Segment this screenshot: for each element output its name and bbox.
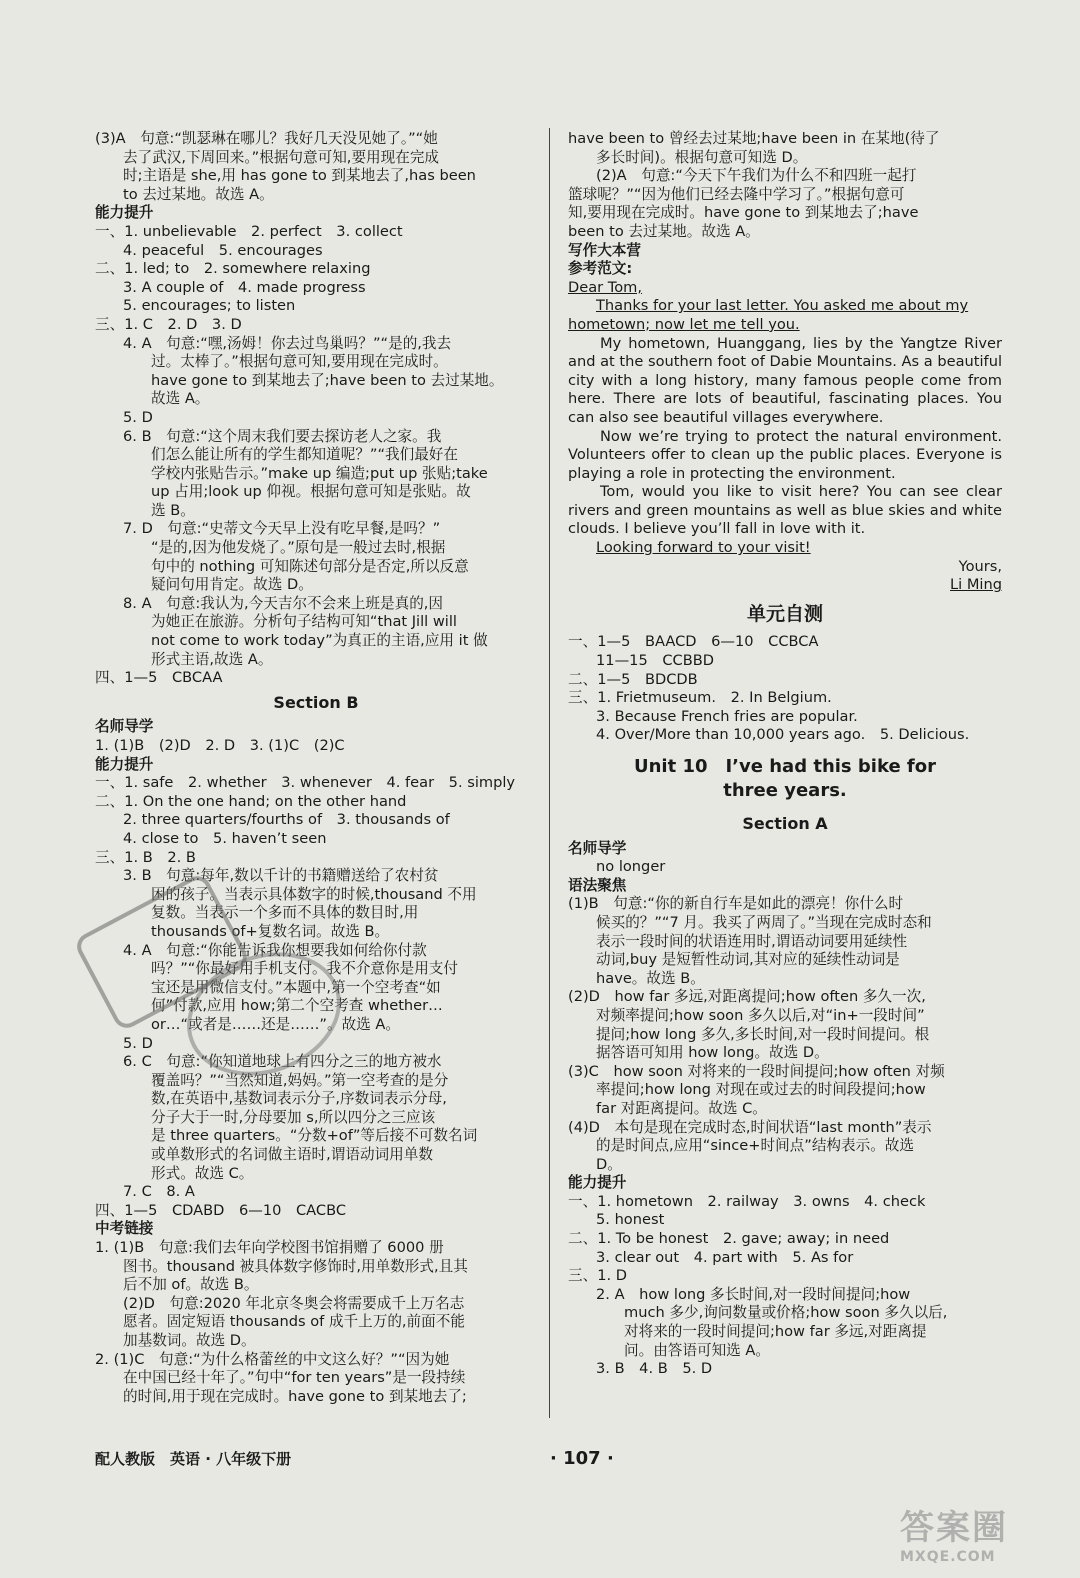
text-line: to 去过某地。故选 A。 [123, 185, 274, 203]
text-line: 学校内张贴告示。”make up 编造;put up 张贴;take [151, 464, 488, 482]
text-line: 动词,buy 是短暂性动词,其对应的延续性动词是 [596, 951, 900, 969]
text-line: 过。太棒了。”根据句意可知,要用现在完成时。 [151, 353, 448, 371]
text-line: 是 three quarters。“分数+of”等后接不可数名词 [151, 1127, 478, 1145]
text-line: much 多少,询问数量或价格;how soon 多久以后, [624, 1304, 948, 1322]
text-line: have。故选 B。 [596, 969, 705, 987]
text-line: 三、1. D [568, 1267, 627, 1285]
text-line: 率提问;how long 对现在或过去的时间段提问;how [596, 1081, 926, 1099]
text-line: 2. A how long 多长时间,对一段时间提问;how [596, 1285, 911, 1303]
text-line: 3. B 句意:每年,数以千计的书籍赠送给了农村贫 [123, 867, 439, 885]
text-line: been to 去过某地。故选 A。 [568, 222, 760, 240]
text-line: not come to work today”为真正的主语,应用 it 做 [151, 632, 488, 650]
text-line: thousands of+复数名词。故选 B。 [151, 922, 390, 940]
section-b-title: Section B [273, 692, 359, 712]
letter-paragraph: My hometown, Huanggang, lies by the Yangtze River and at the southern foot of Dabie Mountains. As a beautiful city with a long history, many famous people come from here. There are lots of beautiful, fascinating places. You can also see beautiful villages everywhere. [568, 334, 1002, 426]
text-line: 1. (1)B (2)D 2. D 3. (1)C (2)C [95, 737, 345, 754]
text-line: 数,在英语中,基数词表示分子,序数词表示分母, [151, 1090, 447, 1108]
text-line: 据答语可知用 how long。故选 D。 [596, 1044, 829, 1062]
text-line: 图书。thousand 被具体数字修饰时,用单数形式,且其 [123, 1257, 468, 1275]
text-line: 在中国已经十年了。”句中“for ten years”是一段持续 [123, 1369, 466, 1387]
text-line: 3. A couple of 4. made progress [123, 278, 366, 296]
text-line: 二、1. To be honest 2. gave; away; in need [568, 1230, 890, 1248]
column-divider [549, 128, 550, 1418]
section-heading: 能力提升 [568, 1174, 627, 1192]
section-heading: 中考链接 [95, 1220, 154, 1238]
edition-label: 配人教版 英语 · 八年级下册 [95, 1450, 292, 1468]
text-line: 或单数形式的名词做主语时,谓语动词用单数 [151, 1146, 433, 1164]
text-line: (1)B 句意:“你的新自行车是如此的漂亮！你什么时 [568, 895, 904, 913]
page-number: · 107 · [550, 1448, 614, 1469]
watermark-logo [900, 1500, 1060, 1570]
text-line: up 占用;look up 仰视。根据句意可知是张贴。故 [151, 483, 471, 501]
unit-test-title: 单元自测 [746, 602, 823, 625]
text-line: 的是时间点,应用“since+时间点”结构表示。故选 [596, 1137, 914, 1155]
text-line: 候买的？”“7 月。我买了两周了。”当现在完成时态和 [596, 913, 932, 931]
text-line: 11—15 CCBBD [596, 652, 714, 670]
text-line: 7. D 句意:“史蒂文今天早上没有吃早餐,是吗？” [123, 520, 441, 538]
text-line: 选 B。 [151, 501, 195, 519]
text-line: (3)C how soon 对将来的一段时间提问;how often 对频 [568, 1062, 945, 1080]
text-line: far 对距离提问。故选 C。 [596, 1099, 767, 1117]
text-line: 愿者。固定短语 thousands of 成千上万的,前面不能 [123, 1313, 465, 1331]
text-line: 表示一段时间的状语连用时,谓语动词要用延续性 [596, 932, 908, 950]
text-line: 4. close to 5. haven’t seen [123, 829, 327, 847]
letter-line: Thanks for your last letter. You asked me about my [596, 297, 969, 315]
text-line: 问。由答语可知选 A。 [624, 1341, 770, 1359]
text-line: 4. Over/More than 10,000 years ago. 5. Delicious. [596, 726, 970, 744]
text-line: 三、1. C 2. D 3. D [95, 315, 242, 333]
text-line: or…“或者是……还是……”。故选 A。 [151, 1015, 400, 1033]
section-heading: 写作大本营 [568, 241, 641, 259]
text-line: 三、1. Frietmuseum. 2. In Belgium. [568, 689, 832, 707]
watermark-text: 答案圈 [900, 1508, 1008, 1548]
text-line: 5. D [123, 408, 153, 426]
text-line: 分子大于一时,分母要加 s,所以四分之三应该 [151, 1108, 436, 1126]
text-line: 1. (1)B 句意:我们去年向学校图书馆捐赠了 6000 册 [95, 1239, 444, 1257]
text-line: 知,要用现在完成时。have gone to 到某地去了;have [568, 204, 919, 222]
text-line: 故选 A。 [151, 390, 210, 408]
text-line: no longer [596, 858, 666, 876]
text-line: 宝还是用微信支付。”本题中,第一个空考查“如 [151, 978, 441, 996]
text-line: 5. D [123, 1034, 153, 1052]
text-line: 3. clear out 4. part with 5. As for [596, 1248, 854, 1266]
text-line: 4. A 句意:“你能告诉我你想要我如何给你付款 [123, 941, 427, 959]
text-line: 四、1—5 CDABD 6—10 CACBC [95, 1201, 347, 1219]
text-line: 为她正在旅游。分析句子结构可知“that Jill will [151, 613, 457, 631]
watermark-url: MXQE.COM [900, 1549, 996, 1565]
text-line: have been to 曾经去过某地;have been in 在某地(待了 [568, 130, 940, 147]
text-line: 四、1—5 CBCAA [95, 669, 223, 687]
section-heading: 语法聚焦 [568, 876, 627, 894]
text-line: 提问;how long 多久,多长时间,对一段时间提问。根 [596, 1025, 930, 1043]
text-line: 一、1—5 BAACD 6—10 CCBCA [568, 633, 819, 651]
text-line: 一、1. hometown 2. railway 3. owns 4. check [568, 1192, 926, 1210]
section-heading: 参考范文: [568, 260, 633, 278]
text-line: 一、1. safe 2. whether 3. whenever 4. fear 5. simply [95, 774, 516, 792]
text-line: 困的孩子。当表示具体数字的时候,thousand 不用 [151, 885, 477, 903]
text-line: 吗？”“你最好用手机支付。我不介意你是用支付 [151, 960, 458, 978]
unit-10-title [568, 755, 1002, 803]
letter-signature: Li Ming [950, 576, 1002, 594]
text-line: “是的,因为他发烧了。”原句是一般过去时,根据 [151, 539, 446, 557]
letter-paragraph: Tom, would you like to visit here? You can see clear rivers and green mountains as well as blue skies and white clouds. I believe you’ll fall in love with it. [568, 483, 1002, 538]
text-line: 6. C 句意:“你知道地球上有四分之三的地方被水 [123, 1053, 442, 1071]
text-line: 多长时间)。根据句意可知选 D。 [596, 148, 808, 166]
text-line: 时;主语是 she,用 has gone to 到某地去了,has been [123, 167, 476, 185]
text-line: 的时间,用于现在完成时。have gone to 到某地去了; [123, 1387, 467, 1405]
text-line: D。 [596, 1155, 622, 1173]
text-line: 后不加 of。故选 B。 [123, 1276, 259, 1294]
section-heading: 能力提升 [95, 755, 154, 773]
text-line: 对频率提问;how soon 多久以后,对“in+一段时间” [596, 1006, 925, 1024]
text-line: 4. peaceful 5. encourages [123, 241, 323, 259]
text-line: 5. honest [596, 1211, 665, 1229]
text-line: 加基数词。故选 D。 [123, 1332, 256, 1349]
text-line: 覆盖吗？”“当然知道,妈妈。”第一空考查的是分 [151, 1071, 449, 1089]
letter-closing: Looking forward to your visit! [596, 539, 811, 557]
text-line: 三、1. B 2. B [95, 848, 196, 866]
text-line: (2)D 句意:2020 年北京冬奥会将需要成千上万名志 [123, 1294, 465, 1312]
text-line: 8. A 句意:我认为,今天吉尔不会来上班是真的,因 [123, 594, 444, 612]
section-a-title: Section A [742, 814, 828, 833]
text-line: 2. three quarters/fourths of 3. thousands of [123, 811, 450, 829]
section-heading: 能力提升 [95, 204, 154, 222]
text-line: 二、1—5 BDCDB [568, 670, 698, 688]
text-line: 何”付款,应用 how;第二个空考查 whether… [151, 997, 443, 1015]
text-line: 一、1. unbelievable 2. perfect 3. collect [95, 222, 403, 240]
text-line: have gone to 到某地去了;have been to 去过某地。 [151, 371, 504, 389]
text-line: 3. B 4. B 5. D [596, 1360, 713, 1378]
text-line: 二、1. On the one hand; on the other hand [95, 792, 407, 810]
text-line: (2)D how far 多远,对距离提问;how often 多久一次, [568, 988, 926, 1006]
text-line: 们怎么能让所有的学生都知道呢？”“我们最好在 [151, 446, 458, 464]
text-line: 二、1. led; to 2. somewhere relaxing [95, 260, 371, 278]
letter-line: hometown; now let me tell you. [568, 315, 800, 333]
text-line: 去了武汉,下周回来。”根据句意可知,要用现在完成 [123, 148, 440, 166]
text-line: (3)A 句意:“凯瑟琳在哪儿？我好几天没见她了。”“她 [95, 130, 438, 147]
text-line: 形式。故选 C。 [151, 1164, 254, 1182]
text-line: 篮球呢？”“因为他们已经去隆中学习了。”根据句意可 [568, 185, 905, 203]
letter-greeting: Dear Tom, [568, 278, 643, 296]
text-line: 疑问句用肯定。故选 D。 [151, 576, 313, 594]
text-line: (2)A 句意:“今天下午我们为什么不和四班一起打 [596, 167, 917, 185]
text-line: 3. Because French fries are popular. [596, 707, 858, 725]
text-line: 2. (1)C 句意:“为什么格蕾丝的中文这么好？”“因为她 [95, 1350, 450, 1368]
section-heading: 名师导学 [568, 839, 627, 857]
text-line: (4)D 本句是现在完成时态,时间状语“last month”表示 [568, 1118, 932, 1136]
unit-title-line: Unit 10 I’ve had this bike for [633, 756, 937, 777]
unit-title-line: three years. [723, 780, 847, 801]
left-column [95, 130, 537, 1406]
text-line: 6. B 句意:“这个周末我们要去探访老人之家。我 [123, 427, 442, 445]
section-heading: 名师导学 [95, 718, 154, 736]
text-line: 复数。当表示一个多而不具体的数目时,用 [151, 904, 419, 922]
letter-paragraph: Now we’re trying to protect the natural environment. Volunteers offer to clean up the public places. Everyone is playing a role in protecting the environment. [568, 427, 1002, 482]
text-line: 对将来的一段时间提问;how far 多远,对距离提 [624, 1323, 927, 1341]
text-line: 句中的 nothing 可知陈述句部分是否定,所以反意 [151, 557, 469, 575]
right-column [568, 130, 1002, 1379]
text-line: 7. C 8. A [123, 1183, 195, 1201]
text-line: 形式主语,故选 A。 [151, 650, 273, 668]
text-line: 4. A 句意:“嘿,汤姆！你去过鸟巢吗？”“是的,我去 [123, 334, 452, 352]
text-line: 5. encourages; to listen [123, 297, 296, 315]
letter-yours: Yours, [958, 557, 1002, 575]
